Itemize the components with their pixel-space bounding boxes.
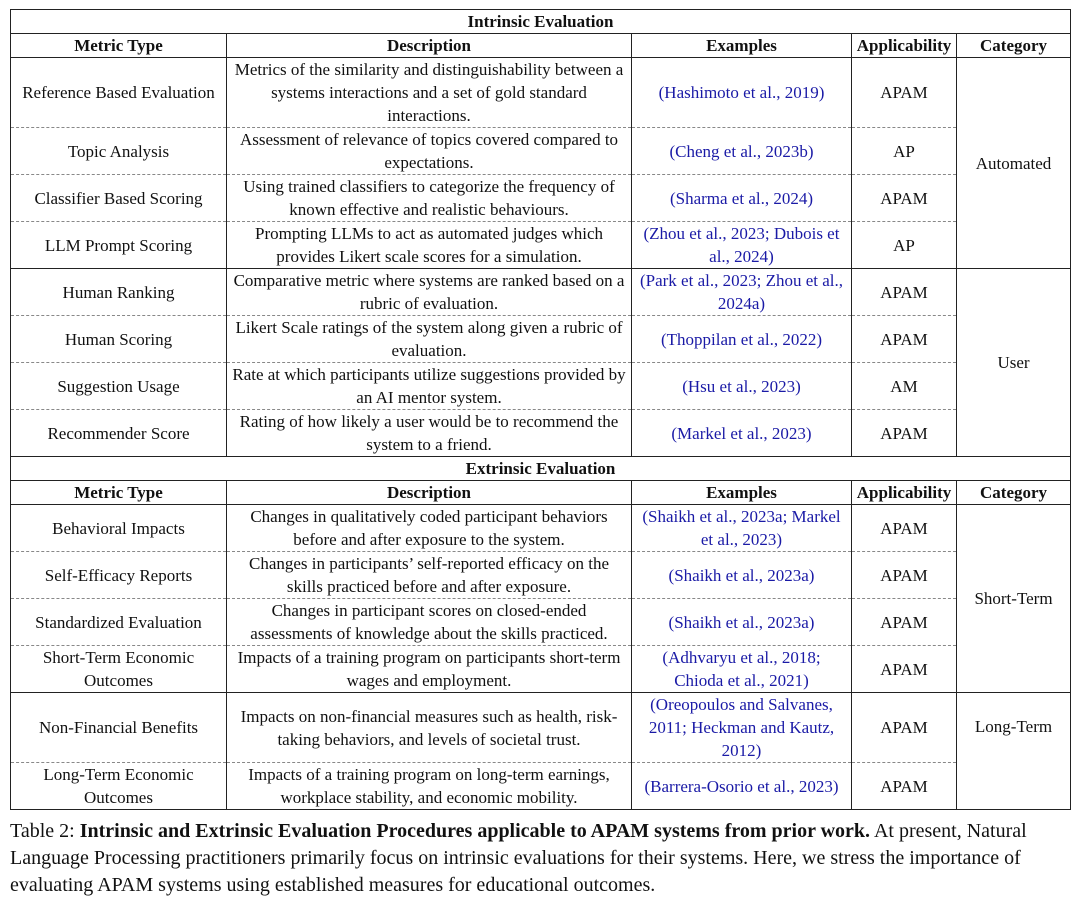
header-applicability: Applicability (852, 481, 957, 505)
table-row (11, 693, 1071, 763)
table-row (11, 363, 1071, 410)
header-description: Description (227, 481, 632, 505)
header-examples: Examples (632, 481, 852, 505)
category-cell: Automated (957, 58, 1071, 269)
metric-cell: Short-Term Economic Outcomes (11, 646, 227, 693)
table-row (11, 58, 1071, 128)
category-cell: Short-Term (957, 505, 1071, 693)
applicability-cell: APAM (852, 763, 957, 810)
header-category: Category (957, 481, 1071, 505)
description-cell: Changes in qualitatively coded participant behaviors before and after exposure to the system. (227, 505, 632, 552)
metric-cell: Classifier Based Scoring (11, 175, 227, 222)
extrinsic-section-header (11, 457, 1071, 481)
applicability-cell: AM (852, 363, 957, 410)
description-cell: Rate at which participants utilize suggestions provided by an AI mentor system. (227, 363, 632, 410)
citation-link[interactable]: (Adhvaryu et al., 2018; Chioda et al., 2021) (632, 646, 852, 693)
metric-cell: Standardized Evaluation (11, 599, 227, 646)
citation-link[interactable]: (Sharma et al., 2024) (632, 175, 852, 222)
applicability-cell: APAM (852, 693, 957, 763)
description-cell: Impacts of a training program on long-term earnings, workplace stability, and economic mobility. (227, 763, 632, 810)
evaluation-table (10, 9, 1071, 810)
description-cell: Changes in participants’ self-reported efficacy on the skills practiced before and after exposure. (227, 552, 632, 599)
table-row (11, 646, 1071, 693)
table-row (11, 599, 1071, 646)
applicability-cell: APAM (852, 505, 957, 552)
intrinsic-section-header (11, 10, 1071, 34)
citation-link[interactable]: (Shaikh et al., 2023a) (632, 599, 852, 646)
header-applicability: Applicability (852, 34, 957, 58)
metric-cell: Human Scoring (11, 316, 227, 363)
applicability-cell: AP (852, 128, 957, 175)
citation-link[interactable]: (Shaikh et al., 2023a; Markel et al., 2023) (632, 505, 852, 552)
metric-cell: Self-Efficacy Reports (11, 552, 227, 599)
citation-link[interactable]: (Hashimoto et al., 2019) (632, 58, 852, 128)
description-cell: Rating of how likely a user would be to recommend the system to a friend. (227, 410, 632, 457)
table-row (11, 175, 1071, 222)
description-cell: Impacts on non-financial measures such as health, risk-taking behaviors, and levels of societal trust. (227, 693, 632, 763)
metric-cell: Recommender Score (11, 410, 227, 457)
metric-cell: LLM Prompt Scoring (11, 222, 227, 269)
applicability-cell: APAM (852, 175, 957, 222)
table-row (11, 222, 1071, 269)
applicability-cell: APAM (852, 316, 957, 363)
applicability-cell: APAM (852, 410, 957, 457)
header-metric-type: Metric Type (11, 481, 227, 505)
applicability-cell: APAM (852, 269, 957, 316)
header-description: Description (227, 34, 632, 58)
caption-body: At present, Natural Language Processing practitioners primarily focus on intrinsic evaluations for their systems. Here, we stress the importance of evaluating APAM systems using established measures for educational outcomes. (10, 820, 1027, 896)
table-caption (10, 818, 1072, 899)
table-row (11, 763, 1071, 810)
applicability-cell: APAM (852, 552, 957, 599)
metric-cell: Reference Based Evaluation (11, 58, 227, 128)
metric-cell: Non-Financial Benefits (11, 693, 227, 763)
category-cell: User (957, 269, 1071, 457)
table-row (11, 505, 1071, 552)
caption-title: Intrinsic and Extrinsic Evaluation Procedures applicable to APAM systems from prior work. (79, 820, 871, 842)
description-cell: Likert Scale ratings of the system along given a rubric of evaluation. (227, 316, 632, 363)
applicability-cell: APAM (852, 599, 957, 646)
applicability-cell: APAM (852, 646, 957, 693)
metric-cell: Long-Term Economic Outcomes (11, 763, 227, 810)
metric-cell: Suggestion Usage (11, 363, 227, 410)
intrinsic-column-headers (11, 34, 1071, 58)
citation-link[interactable]: (Barrera-Osorio et al., 2023) (632, 763, 852, 810)
description-cell: Changes in participant scores on closed-ended assessments of knowledge about the skills practiced. (227, 599, 632, 646)
metric-cell: Topic Analysis (11, 128, 227, 175)
metric-cell: Behavioral Impacts (11, 505, 227, 552)
applicability-cell: APAM (852, 58, 957, 128)
description-cell: Using trained classifiers to categorize the frequency of known effective and realistic behaviours. (227, 175, 632, 222)
description-cell: Comparative metric where systems are ranked based on a rubric of evaluation. (227, 269, 632, 316)
category-cell: Long-Term (957, 693, 1071, 810)
description-cell: Assessment of relevance of topics covered compared to expectations. (227, 128, 632, 175)
description-cell: Impacts of a training program on participants short-term wages and employment. (227, 646, 632, 693)
citation-link[interactable]: (Shaikh et al., 2023a) (632, 552, 852, 599)
intrinsic-title: Intrinsic Evaluation (11, 10, 1071, 34)
extrinsic-column-headers (11, 481, 1071, 505)
citation-link[interactable]: (Park et al., 2023; Zhou et al., 2024a) (632, 269, 852, 316)
citation-link[interactable]: (Markel et al., 2023) (632, 410, 852, 457)
metric-cell: Human Ranking (11, 269, 227, 316)
citation-link[interactable]: (Thoppilan et al., 2022) (632, 316, 852, 363)
citation-link[interactable]: (Cheng et al., 2023b) (632, 128, 852, 175)
caption-label: Table 2: (10, 820, 75, 842)
header-metric-type: Metric Type (11, 34, 227, 58)
table-row (11, 316, 1071, 363)
extrinsic-title: Extrinsic Evaluation (11, 457, 1071, 481)
description-cell: Metrics of the similarity and distinguishability between a systems interactions and a set of gold standard interactions. (227, 58, 632, 128)
citation-link[interactable]: (Zhou et al., 2023; Dubois et al., 2024) (632, 222, 852, 269)
table-row (11, 552, 1071, 599)
header-examples: Examples (632, 34, 852, 58)
header-category: Category (957, 34, 1071, 58)
table-row (11, 269, 1071, 316)
applicability-cell: AP (852, 222, 957, 269)
table-row (11, 410, 1071, 457)
table-row (11, 128, 1071, 175)
citation-link[interactable]: (Oreopoulos and Salvanes, 2011; Heckman and Kautz, 2012) (632, 693, 852, 763)
citation-link[interactable]: (Hsu et al., 2023) (632, 363, 852, 410)
description-cell: Prompting LLMs to act as automated judges which provides Likert scale scores for a simulation. (227, 222, 632, 269)
